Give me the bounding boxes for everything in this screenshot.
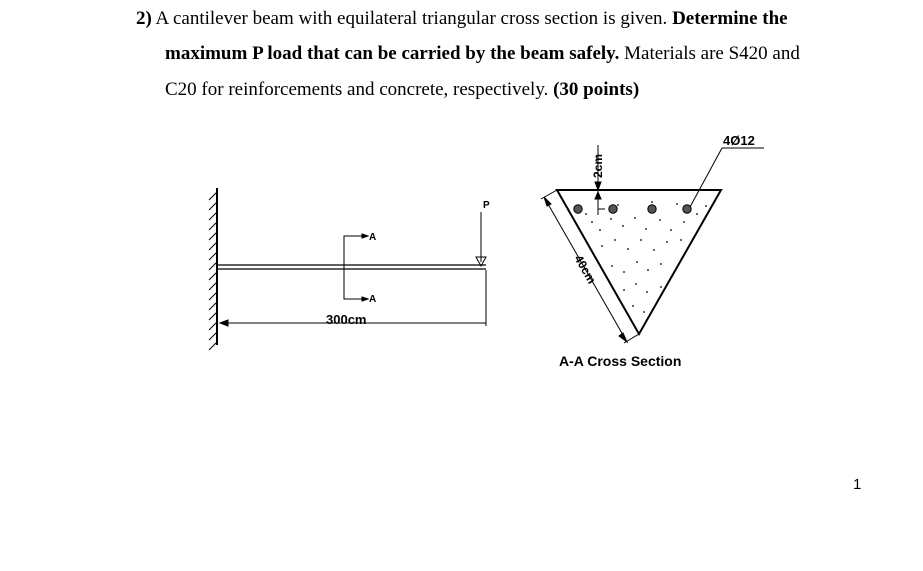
page-number: 1 [853,476,862,493]
problem-text-2b: Materials are S420 and [624,43,800,64]
support-hatching [209,192,217,350]
problem-text-1b: Determine the [672,8,788,29]
cover-arrow-bottom [595,192,601,199]
load-label: P [483,200,490,211]
problem-text-3a: C20 for reinforcements and concrete, respectively. [165,79,549,100]
dimension-arrow [220,320,228,326]
cover-label: 2cm [591,153,605,178]
span-label: 300cm [326,312,367,327]
side-ext-top [541,190,557,199]
side-arrow-top [544,197,551,206]
rebar-label: 4Ø12 [723,133,755,148]
problem-text-1a: A cantilever beam with equilateral triangular cross section is given. [155,8,668,29]
section-label-top: A [369,232,377,243]
rebar-1 [574,205,582,213]
section-title: A-A Cross Section [559,353,682,369]
cover-arrow-top [595,182,601,190]
concrete-dots [585,201,707,313]
problem-text-3b: (30 points) [553,79,640,100]
rebars [574,205,691,213]
rebar-2 [609,205,617,213]
section-label-bottom: A [369,294,377,305]
rebar-3 [648,205,656,213]
rebar-4 [683,205,691,213]
problem-number: 2) [136,8,152,29]
side-arrow-bottom [619,333,627,342]
side-label: 40cm [571,252,599,287]
problem-text-2a: maximum P load that can be carried by the beam safely. [165,43,620,64]
section-arrow-bottom [362,297,368,301]
cross-section-diagram [541,145,764,343]
section-cut-line [344,236,362,299]
section-arrow-top [362,234,368,238]
